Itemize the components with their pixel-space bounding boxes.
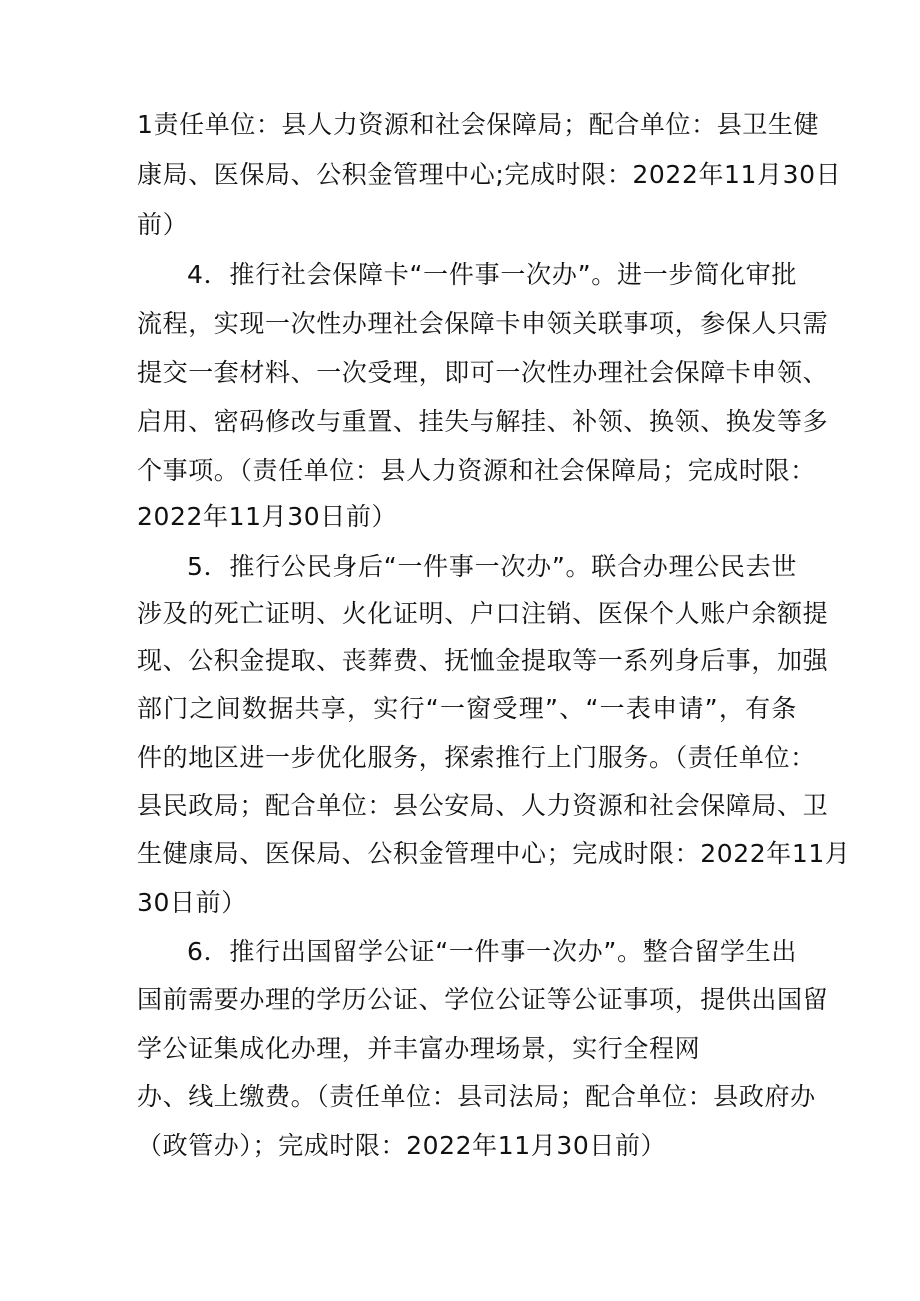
paragraph-4-line-4: 启用、密码修改与重置、挂失与解挂、补领、换领、换发等多	[137, 407, 829, 436]
paragraph-3-line-3: 前）	[137, 210, 189, 239]
paragraph-6-line-1: 6．推行出国留学公证“一件事一次办”。整合留学生出	[187, 937, 797, 966]
paragraph-5-line-7: 生健康局、医保局、公积金管理中心；完成时限：2022年11月	[137, 839, 851, 868]
paragraph-3-line-1: 1责任单位：县人力资源和社会保障局；配合单位：县卫生健	[137, 110, 820, 139]
paragraph-6-line-2: 国前需要办理的学历公证、学位公证等公证事项，提供出国留	[137, 985, 829, 1014]
paragraph-4-line-6: 2022年11月30日前）	[137, 502, 398, 531]
paragraph-4-line-2: 流程，实现一次性办理社会保障卡申领关联事项，参保人只需	[137, 309, 829, 338]
paragraph-5-line-5: 件的地区进一步优化服务，探索推行上门服务。（责任单位：	[137, 743, 816, 772]
paragraph-5-line-8: 30日前）	[137, 888, 247, 917]
paragraph-6-line-5: （政管办）；完成时限：2022年11月30日前）	[137, 1131, 667, 1160]
paragraph-5-line-2: 涉及的死亡证明、火化证明、户口注销、医保个人账户余额提	[137, 599, 829, 628]
paragraph-5-line-6: 县民政局；配合单位：县公安局、人力资源和社会保障局、卫	[137, 791, 829, 820]
paragraph-5-line-3: 现、公积金提取、丧葬费、抚恤金提取等一系列身后事，加强	[137, 646, 829, 675]
paragraph-5-line-1: 5．推行公民身后“一件事一次办”。联合办理公民去世	[187, 552, 797, 581]
paragraph-4-line-3: 提交一套材料、一次受理，即可一次性办理社会保障卡申领、	[137, 358, 829, 387]
paragraph-6-line-3: 学公证集成化办理，并丰富办理场景，实行全程网	[137, 1034, 701, 1063]
paragraph-4-line-5: 个事项。（责任单位：县人力资源和社会保障局；完成时限：	[137, 456, 816, 485]
paragraph-6-line-4: 办、线上缴费。（责任单位：县司法局；配合单位：县政府办	[137, 1082, 816, 1111]
paragraph-5-line-4: 部门之间数据共享，实行“一窗受理”、“一表申请”，有条	[137, 694, 797, 723]
paragraph-4-line-1: 4．推行社会保障卡“一件事一次办”。进一步简化审批	[187, 260, 797, 289]
paragraph-3-line-2: 康局、医保局、公积金管理中心;完成时限：2022年11月30日	[137, 160, 842, 189]
